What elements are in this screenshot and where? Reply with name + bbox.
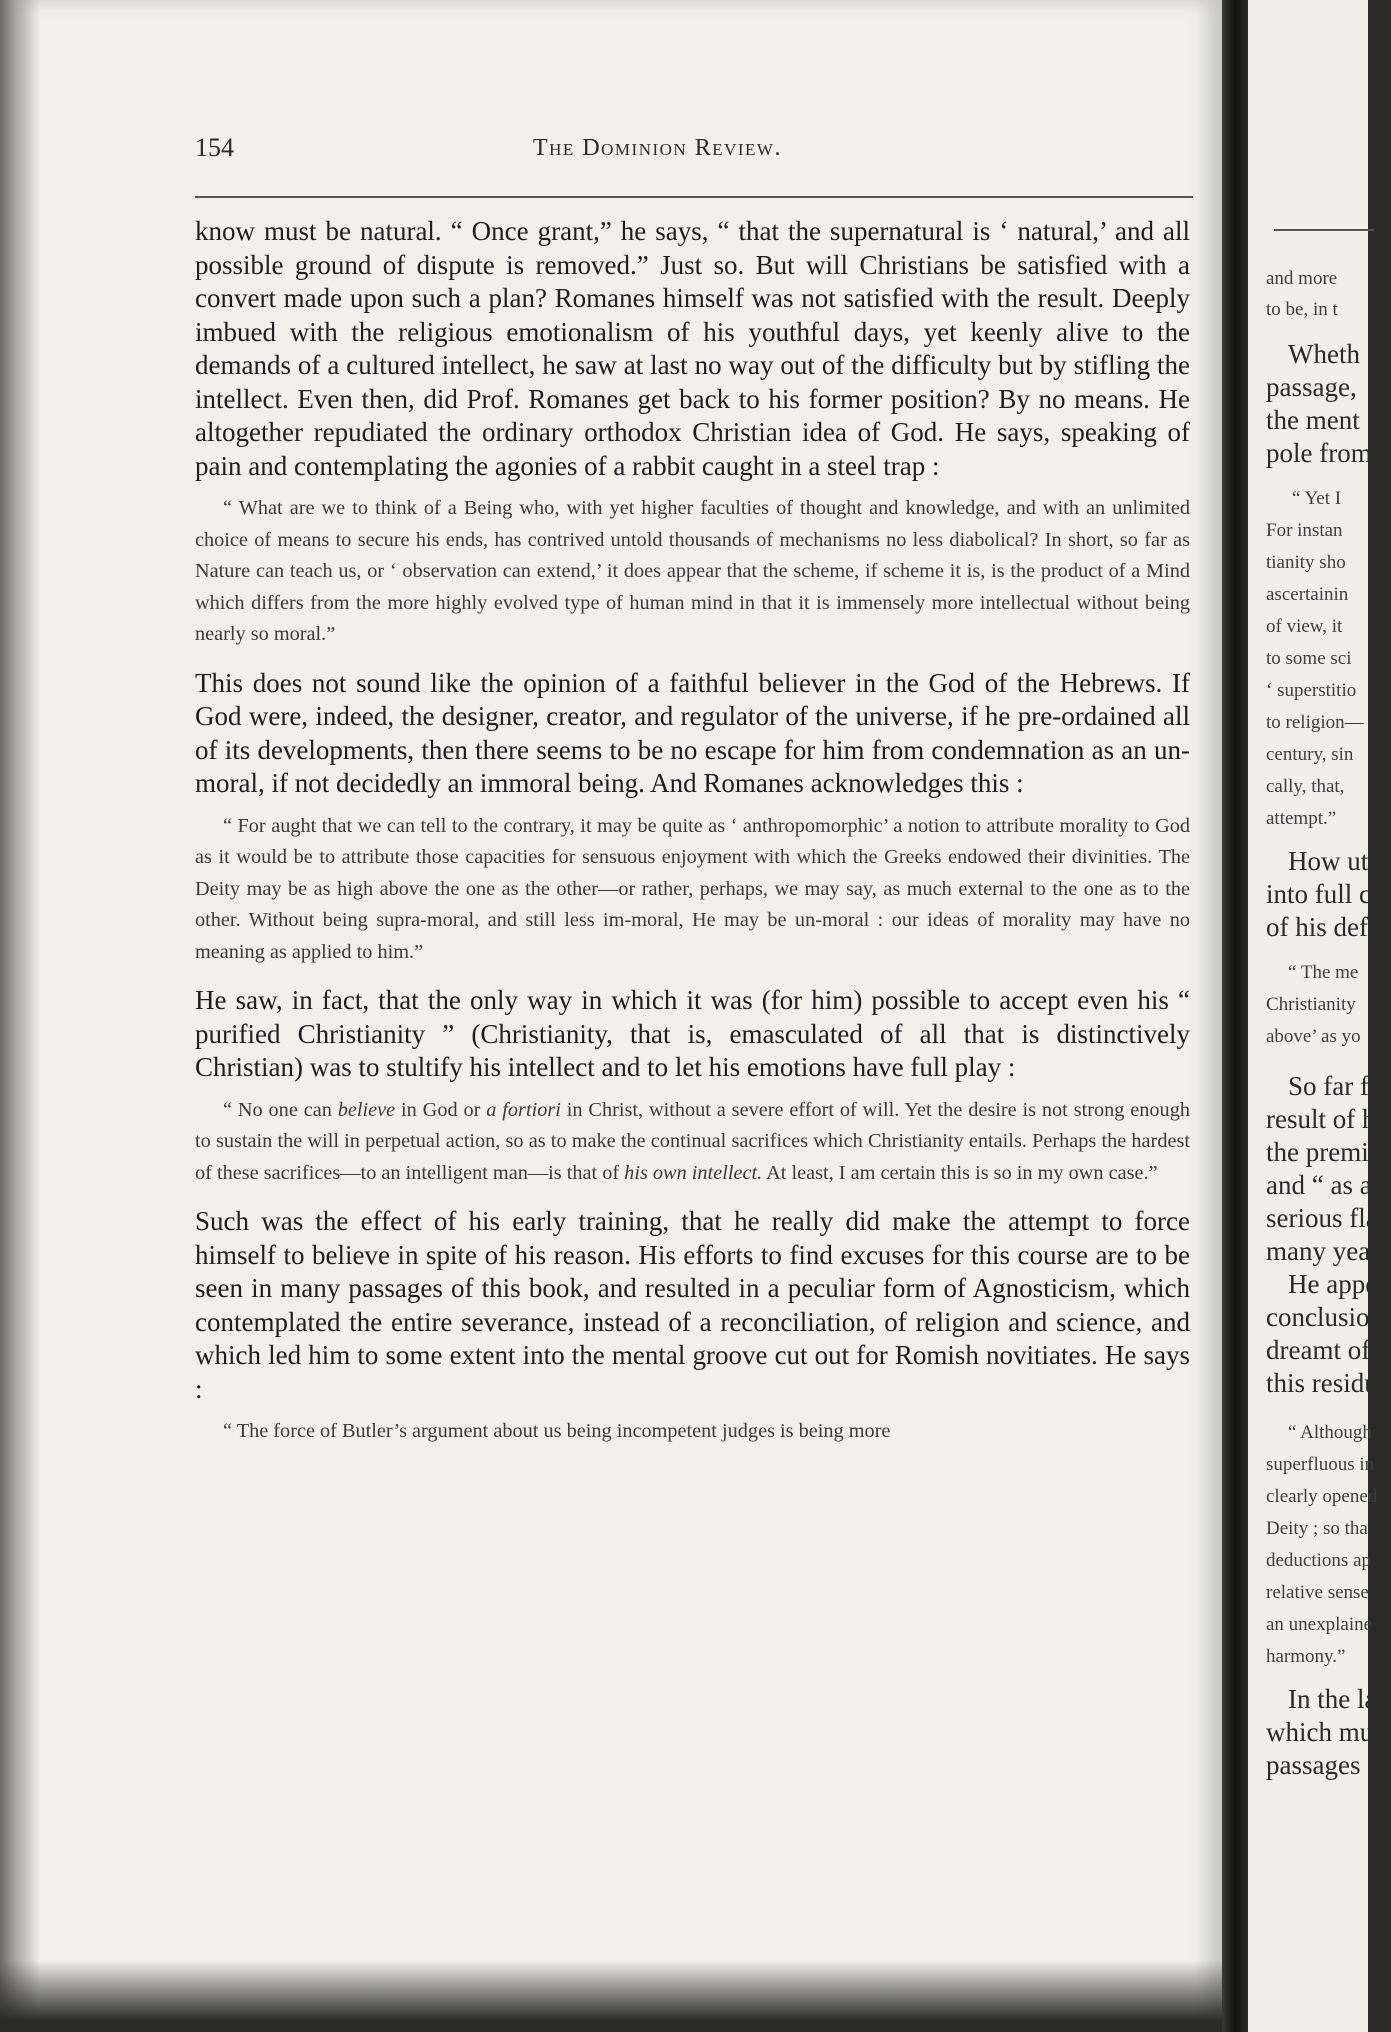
quote-3-text-g: At least, I am certain this is so in my own case.” (762, 1161, 1158, 1184)
right-line: of view, it (1266, 616, 1343, 637)
header-rule (195, 196, 1193, 198)
right-line: For instan (1266, 520, 1343, 541)
quote-3-italic-a-fortiori: a fortiori (486, 1098, 561, 1121)
right-line: to religion— (1266, 712, 1364, 733)
right-line: “ Although (1288, 1422, 1372, 1443)
right-line: tianity sho (1266, 552, 1346, 573)
right-line: In the las (1288, 1684, 1387, 1714)
quote-3-text-e: in Christ, without a severe effort of will. Yet the desire is not strong enough to sustain the will in perpetual action, so as to make the continual sacrifices which Christianity entails. Perhaps the hardest of these sacrifices—to an intelligent man—is that of (195, 1098, 1190, 1184)
right-line: relative sense (1266, 1582, 1369, 1603)
right-page-rule (1274, 229, 1374, 231)
right-line: Deity ; so tha (1266, 1518, 1368, 1539)
right-line: century, sin (1266, 744, 1354, 765)
body-text (195, 215, 1190, 1464)
right-line: cally, that, (1266, 776, 1345, 797)
quote-2 (195, 811, 1190, 969)
right-line: harmony.” (1266, 1646, 1346, 1667)
right-line: above’ as yo (1266, 1026, 1361, 1047)
right-line: the ment (1266, 405, 1360, 435)
page-header (195, 133, 1195, 167)
right-line: and “ as a (1266, 1170, 1372, 1200)
right-line: passage, (1266, 372, 1357, 402)
right-line: He appea (1288, 1269, 1390, 1299)
right-line: into full c (1266, 879, 1371, 909)
right-line: “ Yet I (1292, 488, 1342, 509)
paragraph-3: He saw, in fact, that the only way in which it was (for him) possible to accept even his “ purified Christianity ” (Christianity, that is, emasculated of all that is distinctively Christian) was to stultify his intellect and to let his emotions have full play : (195, 985, 1190, 1082)
right-line: passages so (1266, 1750, 1391, 1780)
paragraph-2: This does not sound like the opinion of a faithful believer in the God of the Hebrews. If God were, indeed, the designer, creator, and regulator of the universe, if he pre-ordained all of its developments, then there seems to be no escape for him from condemnation as an un-moral, if not decidedly an immoral being. And Romanes acknowledges this : (195, 667, 1190, 798)
right-line: and more (1266, 268, 1338, 289)
right-line: clearly opened (1266, 1486, 1378, 1507)
quote-3-text-c: in God or (395, 1098, 487, 1121)
right-line: conclusion (1266, 1302, 1383, 1332)
right-line: Christianity (1266, 994, 1356, 1015)
right-line: ‘ superstitio (1266, 680, 1357, 701)
right-line: pole from (1266, 438, 1372, 468)
quote-4-text: “ The force of Butler’s argument about us being incompetent judges is being more (223, 1420, 891, 1442)
quote-3-text-a: “ No one can (223, 1098, 338, 1121)
page-number: 154 (195, 133, 234, 162)
right-line: Wheth (1288, 339, 1360, 369)
right-line: “ The me (1288, 962, 1359, 983)
right-line: How ut (1288, 846, 1369, 876)
right-line: serious flav (1266, 1203, 1391, 1233)
right-line: which must (1266, 1717, 1391, 1747)
right-line: of his defi (1266, 912, 1376, 942)
page-bottom-shadow (0, 1960, 1222, 2032)
right-line: many year (1266, 1236, 1380, 1266)
binding-shadow (0, 0, 40, 2032)
right-line: result of hi (1266, 1104, 1383, 1134)
paragraph-4: Such was the effect of his early training, that he really did make the attempt to force himself to believe in spite of his reason. His efforts to find excuses for this course are to be seen in many passages of this book, and resulted in a peculiar form of Agnosticism, which contemplated the entire severance, instead of a reconciliation, of religion and science, and which led him to some extent into the mental groove cut out for Romish novitiates. He says : (195, 1206, 1190, 1404)
right-line: this residuu (1266, 1368, 1391, 1398)
quote-3 (195, 1095, 1190, 1190)
quote-3-italic-intellect: his own intellect. (624, 1161, 763, 1184)
right-line: the premis (1266, 1137, 1380, 1167)
quote-4 (195, 1416, 1190, 1448)
right-line: to be, in t (1266, 299, 1338, 320)
right-line: attempt.” (1266, 808, 1337, 829)
right-line: to some sci (1266, 648, 1352, 669)
right-page (1248, 0, 1391, 2032)
right-line: ascertainin (1266, 584, 1349, 605)
right-line: dreamt of (1266, 1335, 1371, 1365)
quote-3-italic-believe: believe (337, 1098, 396, 1121)
running-title: The Dominion Review. (533, 135, 782, 161)
right-line: an unexplaine (1266, 1614, 1373, 1635)
quote-1 (195, 493, 1190, 651)
right-line: superfluous in (1266, 1454, 1375, 1475)
right-line: deductions ap (1266, 1550, 1372, 1571)
right-line: So far fr (1288, 1071, 1378, 1101)
quote-2-text: “ For aught that we can tell to the contrary, it may be quite as ‘ anthropomorphic’ a notion to attribute morality to God as it would be to attribute those capacities for sensuous enjoyment with which the Greeks endowed their divinities. The Deity may be as high above the one as the other—or rather, perhaps, we may say, as much external to the one as to the other. Without being supra-moral, and still less im-moral, He may be un-moral : our ideas of morality may have no meaning as applied to him.” (195, 814, 1190, 963)
quote-1-text: “ What are we to think of a Being who, with yet higher faculties of thought and knowledge, and with an unlimited choice of means to secure his ends, has contrived untold thousands of mechanisms no less diabolical? In short, so far as Nature can teach us, or ‘ observation can extend,’ it does appear that the scheme, if scheme it is, is the product of a Mind which differs from the more highly evolved type of human mind in that it is immensely more intellectual without being nearly so moral.” (195, 497, 1190, 645)
book-gutter (1222, 0, 1248, 2032)
paragraph-1: know must be natural. “ Once grant,” he says, “ that the supernatural is ‘ natural,’ and all possible ground of dispute is removed.” Just so. But will Christians be satisfied with a convert made upon such a plan? Romanes himself was not satisfied with the result. Deeply imbued with the religious emotionalism of his youthful days, yet keenly alive to the demands of a cultured intellect, he saw at last no way out of the difficulty but by stifling the intellect. Even then, did Prof. Romanes get back to his former position? By no means. He altogether repudiated the ordinary orthodox Christian idea of God. He says, speaking of pain and contemplating the agonies of a rabbit caught in a steel trap : (195, 216, 1190, 481)
